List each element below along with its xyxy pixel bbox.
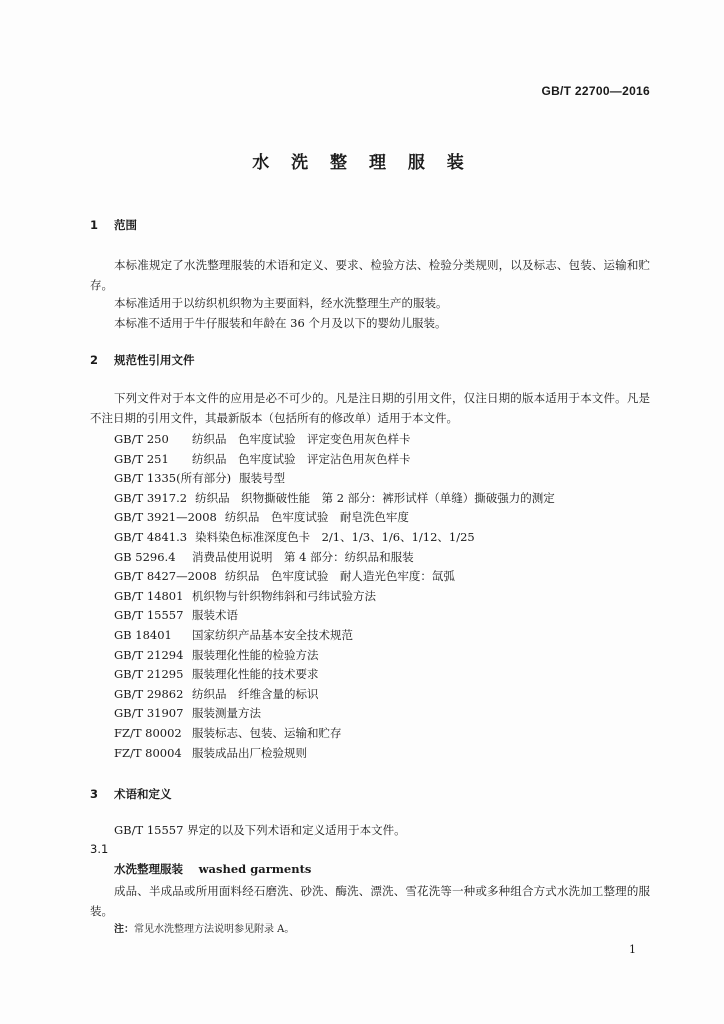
section-heading-normative-references: [90, 352, 195, 368]
reference-code: GB/T 1335(所有部分): [114, 471, 232, 486]
section-heading-terms: [90, 786, 172, 802]
section-title: 范围: [114, 218, 138, 232]
list-item: [114, 587, 555, 607]
list-item: [114, 744, 555, 764]
page-number: 1: [629, 943, 636, 956]
list-item: [114, 528, 555, 548]
reference-code: FZ/T 80002: [114, 725, 182, 740]
reference-code: GB/T 21295: [114, 667, 184, 682]
term-english: washed garments: [198, 862, 312, 876]
list-item: [114, 548, 555, 568]
document-title: 水 洗 整 理 服 装: [252, 153, 472, 173]
clause-number: 3.1: [90, 842, 109, 856]
note-text: 常见水洗整理方法说明参见附录 A。: [134, 924, 295, 935]
reference-code: FZ/T 80004: [114, 745, 182, 760]
list-item: [114, 646, 555, 666]
list-item: [114, 430, 555, 450]
reference-code: GB/T 4841.3: [114, 529, 188, 544]
list-item: [114, 508, 555, 528]
list-item: [114, 489, 555, 509]
terms-intro: GB/T 15557 界定的以及下列术语和定义适用于本文件。: [114, 823, 406, 837]
reference-title: 国家纺织产品基本安全技术规范: [192, 627, 353, 642]
reference-code: GB/T 14801: [114, 588, 184, 603]
reference-code: GB/T 250: [114, 432, 169, 446]
reference-code: GB 5296.4: [114, 549, 176, 564]
standard-number: GB/T 22700—2016: [541, 84, 650, 98]
reference-title: 服装成品出厂检验规则: [192, 745, 307, 760]
section-number: 1: [90, 218, 99, 232]
references-intro: 下列文件对于本文件的应用是必不可少的。凡是注日期的引用文件，仅注日期的版本适用于本文件。凡是不注日期的引用文件，其最新版本（包括所有的修改单）适用于本文件。: [90, 391, 650, 425]
section-title: 规范性引用文件: [114, 353, 195, 367]
reference-title: 服装术语: [192, 608, 238, 623]
scope-paragraph-3: 本标准不适用于牛仔服装和年龄在 36 个月及以下的婴幼儿服装。: [114, 316, 447, 330]
reference-code: GB/T 3917.2: [114, 490, 188, 505]
reference-title: 纺织品 色牢度试验 评定沾色用灰色样卡: [192, 451, 411, 466]
note-label: 注：: [114, 924, 134, 935]
list-item: [114, 606, 555, 626]
reference-title: 纺织品 纤维含量的标识: [192, 686, 319, 701]
term-definition: 成品、半成品或所用面料经石磨洗、砂洗、酶洗、漂洗、雪花洗等一种或多种组合方式水洗加工整理的服装。: [90, 884, 650, 918]
reference-title: 机织物与针织物纬斜和弓纬试验方法: [192, 588, 376, 603]
list-item: [114, 665, 555, 685]
list-item: [114, 724, 555, 744]
list-item: [114, 704, 555, 724]
reference-title: 纺织品 色牢度试验 耐皂洗色牢度: [224, 510, 409, 525]
reference-title: 服装号型: [239, 471, 286, 486]
list-item: [114, 567, 555, 587]
reference-title: 纺织品 色牢度试验 评定变色用灰色样卡: [192, 432, 411, 446]
list-item: [114, 450, 555, 470]
reference-title: 消费品使用说明 第 4 部分：纺织品和服装: [192, 549, 414, 564]
reference-title: 纺织品 织物撕破性能 第 2 部分：裤形试样（单缝）撕破强力的测定: [195, 490, 555, 505]
reference-list: [114, 430, 555, 763]
reference-title: 服装理化性能的检验方法: [192, 647, 319, 662]
reference-code: GB/T 31907: [114, 706, 184, 721]
reference-title: 服装理化性能的技术要求: [192, 667, 319, 682]
term-chinese: 水洗整理服装: [114, 862, 183, 876]
list-item: [114, 685, 555, 705]
section-number: 3: [90, 787, 99, 801]
section-title: 术语和定义: [114, 787, 172, 801]
reference-code: GB/T 21294: [114, 647, 184, 662]
section-heading-scope: [90, 217, 137, 233]
reference-title: 染料染色标准深度色卡 2/1、1/3、1/6、1/12、1/25: [195, 529, 475, 544]
reference-code: GB 18401: [114, 627, 172, 642]
reference-title: 纺织品 色牢度试验 耐人造光色牢度：氙弧: [224, 569, 455, 584]
reference-code: GB/T 8427—2008: [114, 569, 217, 584]
scope-paragraph-2: 本标准适用于以纺织机织物为主要面料，经水洗整理生产的服装。: [114, 296, 448, 310]
reference-title: 服装标志、包装、运输和贮存: [192, 725, 342, 740]
term-entry: [114, 861, 311, 877]
reference-code: GB/T 251: [114, 451, 169, 466]
reference-code: GB/T 29862: [114, 686, 184, 701]
scope-paragraph-1: 本标准规定了水洗整理服装的术语和定义、要求、检验方法、检验分类规则，以及标志、包装、运输和贮存。: [90, 258, 650, 292]
list-item: [114, 469, 555, 489]
section-number: 2: [90, 353, 99, 367]
reference-title: 服装测量方法: [192, 706, 261, 721]
list-item: [114, 626, 555, 646]
note: [114, 920, 294, 935]
reference-code: GB/T 3921—2008: [114, 510, 217, 525]
reference-code: GB/T 15557: [114, 608, 184, 623]
